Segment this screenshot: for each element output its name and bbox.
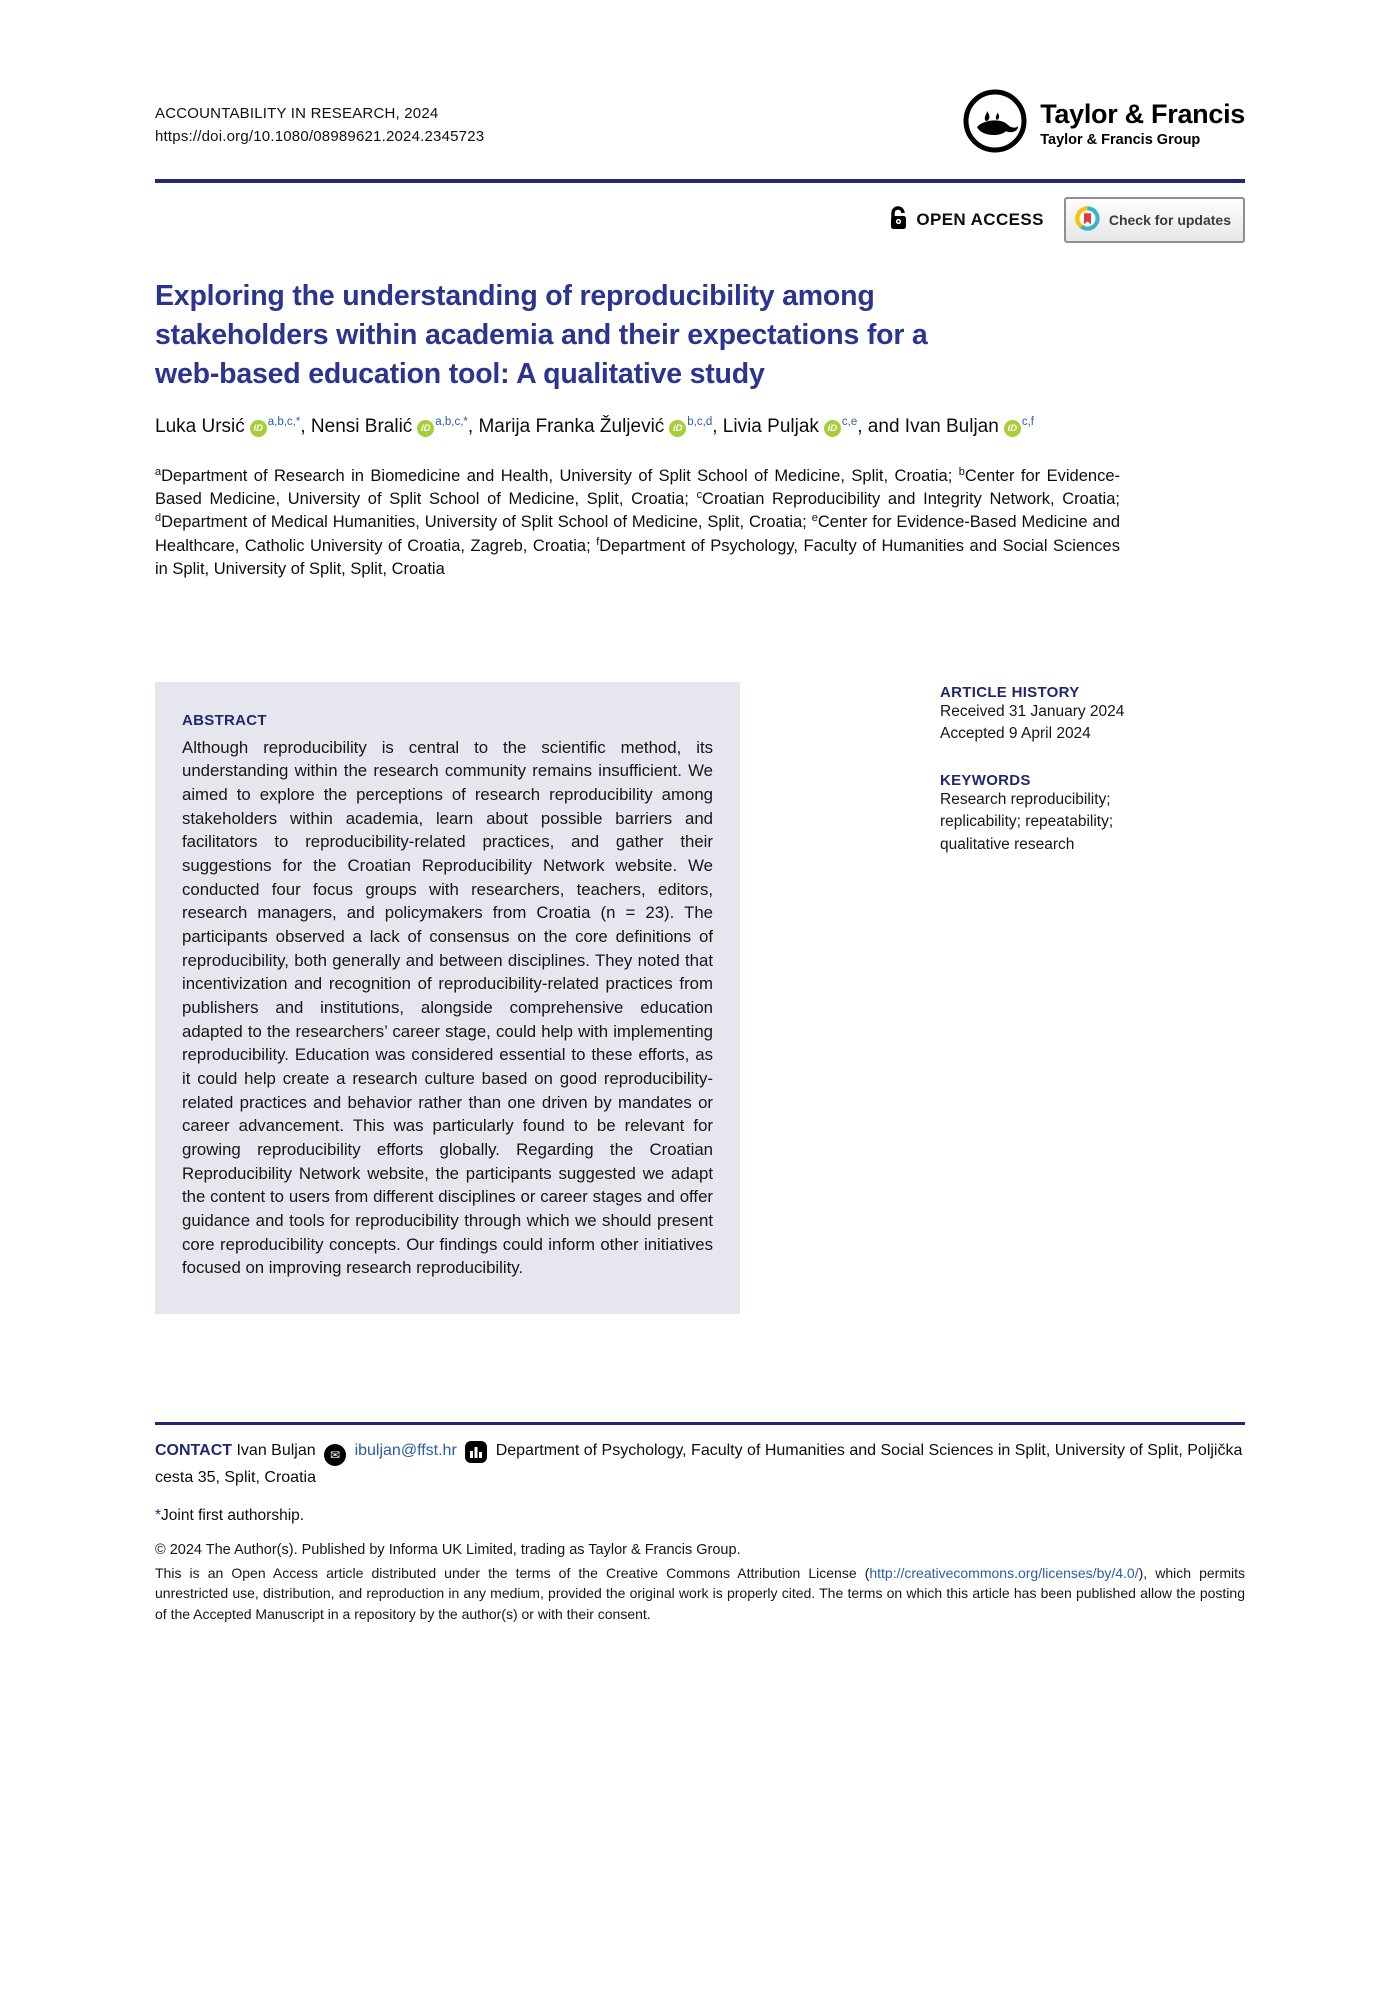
license-link[interactable]: http://creativecommons.org/licenses/by/4.0/ <box>869 1565 1139 1582</box>
orcid-icon[interactable]: iD <box>1004 420 1021 437</box>
affiliation-sup: f <box>596 535 600 548</box>
affiliation-text: Center for Evidence-Based Medicine, University of Split School of Medicine, Split, Croatia; <box>155 466 1121 509</box>
affiliation-sup: c <box>696 489 703 502</box>
author-name: Livia Puljak <box>722 416 819 438</box>
accepted-date: Accepted 9 April 2024 <box>940 725 1091 743</box>
contact-address: Department of Psychology, Faculty of Humanities and Social Sciences in Split, University of Split, Poljička cesta 35, Split, Croatia <box>155 1442 1243 1487</box>
orcid-icon[interactable]: iD <box>669 420 686 437</box>
open-lock-icon <box>888 205 909 236</box>
joint-authorship-note <box>155 1507 1245 1525</box>
affiliation-sup: b <box>958 465 965 478</box>
footer-divider <box>155 1422 1245 1425</box>
publisher-logo <box>962 88 1245 159</box>
abstract-box <box>155 682 740 1314</box>
joint-star: * <box>155 1507 162 1525</box>
contact-line <box>155 1439 1245 1490</box>
keywords-heading: KEYWORDS <box>940 771 1031 789</box>
author-affiliation-sup: c,f <box>1021 416 1034 429</box>
affiliation-text: Center for Evidence-Based Medicine and Healthcare, Catholic University of Croatia, Zagreb, Croatia; <box>155 513 1120 555</box>
article-title: Exploring the understanding of reproducibility among stakeholders within academia and their expectations for a web-based education tool: A qualitative study <box>155 280 928 390</box>
check-for-updates-button[interactable] <box>1064 197 1245 243</box>
building-icon <box>465 1441 487 1463</box>
doi-link[interactable]: https://doi.org/10.1080/08989621.2024.2345723 <box>155 128 485 146</box>
author-affiliation-sup: c,e <box>841 416 858 429</box>
affiliation-sup: e <box>811 512 818 525</box>
publisher-group: Taylor & Francis Group <box>1040 132 1201 148</box>
affiliation-sup: d <box>155 512 162 525</box>
authors-line: Luka Ursić $iD^{a,b,c,*}$, Nensi Bralić $iD^{a,b,c,*}$, Marija Franka Žuljević iD$^{b,c,d}$, Livia Puljak iD$^{c,e}$, and Ivan Buljan iD$^{c,f}$ <box>155 416 1034 438</box>
author-name: Ivan Buljan <box>904 416 999 438</box>
crossmark-icon <box>1074 205 1101 235</box>
author-name: Marija Franka Žuljević <box>478 416 665 438</box>
journal-info <box>155 88 484 149</box>
orcid-icon[interactable]: iD <box>250 420 267 437</box>
page-header <box>155 88 1245 159</box>
badges-row <box>155 197 1245 243</box>
abstract-heading: ABSTRACT <box>182 711 267 729</box>
joint-text: Joint first authorship. <box>161 1507 305 1525</box>
footer <box>155 1422 1245 1624</box>
license-text-pre: This is an Open Access article distributed under the terms of the Creative Commons Attribution License ( <box>155 1565 870 1582</box>
abstract-text: Although reproducibility is central to the scientific method, its understanding within the research community remains insufficient. We aimed to explore the perceptions of research reproducibility among stakeholders within academia, learn about possible barriers and facilitators to reproducibility-related practices, and gather their suggestions for the Croatian Reproducibility Network website. We conducted four focus groups with researchers, teachers, editors, research managers, and policymakers from Croatia (n = 23). The participants observed a lack of consensus on the core definitions of reproducibility, both generally and between disciplines. They noted that incentivization and recognition of reproducibility-related practices from publishers and institutions, alongside comprehensive education adapted to the researchers’ career stage, could help with implementing reproducibility. Education was considered essential to these efforts, as it could help create a research culture based on good reproducibility-related practices and behavior rather than one driven by mandates or career advancement. This was particularly found to be relevant for growing reproducibility efforts globally. Regarding the Croatian Reproducibility Network website, the participants suggested we adapt the content to users from different disciplines or career stages and offer guidance and tools for reproducibility through which we should present core reproducibility concepts. Our findings could inform other initiatives focused on improving research reproducibility. <box>182 737 713 1278</box>
affiliations <box>155 465 1120 582</box>
author-affiliation-sup: b,c,d <box>687 416 713 429</box>
abstract-meta-section <box>155 682 1245 1314</box>
article-meta-column <box>940 682 1245 1314</box>
license-paragraph <box>155 1563 1245 1624</box>
author-affiliation-sup: a,b,c,* <box>435 416 468 429</box>
email-icon: ✉ <box>324 1444 346 1466</box>
publisher-name: Taylor & Francis <box>1040 99 1245 129</box>
orcid-icon[interactable]: iD <box>417 420 434 437</box>
affiliation-sup: a <box>155 465 162 478</box>
contact-name: Ivan Buljan <box>236 1442 316 1460</box>
publisher-wordmark <box>1040 99 1245 148</box>
open-access-label: OPEN ACCESS <box>916 210 1044 229</box>
affiliation-text: Department of Medical Humanities, University of Split School of Medicine, Split, Croatia; <box>161 513 812 532</box>
affiliation-text: Department of Psychology, Faculty of Humanities and Social Sciences in Split, University of Split, Split, Croatia <box>155 536 1120 579</box>
received-date: Received 31 January 2024 <box>940 702 1125 720</box>
article-history-heading: ARTICLE HISTORY <box>940 683 1080 701</box>
journal-name: ACCOUNTABILITY IN RESEARCH, 2024 <box>155 105 439 122</box>
orcid-icon[interactable]: iD <box>824 420 841 437</box>
copyright-line: © 2024 The Author(s). Published by Informa UK Limited, trading as Taylor & Francis Group. <box>155 1542 741 1559</box>
contact-label: CONTACT <box>155 1442 233 1460</box>
keywords-text: Research reproducibility; replicability; repeatability; qualitative research <box>940 790 1114 853</box>
author-affiliation-sup: a,b,c,* <box>267 416 301 429</box>
author-name: Luka Ursić <box>155 416 245 438</box>
check-for-updates-label: Check for updates <box>1108 212 1231 228</box>
affiliation-text: Croatian Reproducibility and Integrity Network, Croatia; <box>702 490 1120 509</box>
open-access-badge <box>888 205 1044 236</box>
author-name: Nensi Bralić <box>310 416 413 438</box>
affiliation-text: Department of Research in Biomedicine and Health, University of Split School of Medicine, Split, Croatia; <box>161 466 959 485</box>
header-divider <box>155 179 1245 183</box>
license-text-post: ), which permits unrestricted use, distribution, and reproduction in any medium, provided the original work is properly cited. The terms on which this article has been published allow the posting of the Accepted Manuscript in a repository by the author(s) or with their consent. <box>155 1565 1245 1622</box>
contact-email-link[interactable]: ibuljan@ffst.hr <box>354 1442 457 1460</box>
taylor-francis-lamp-icon <box>962 88 1028 159</box>
